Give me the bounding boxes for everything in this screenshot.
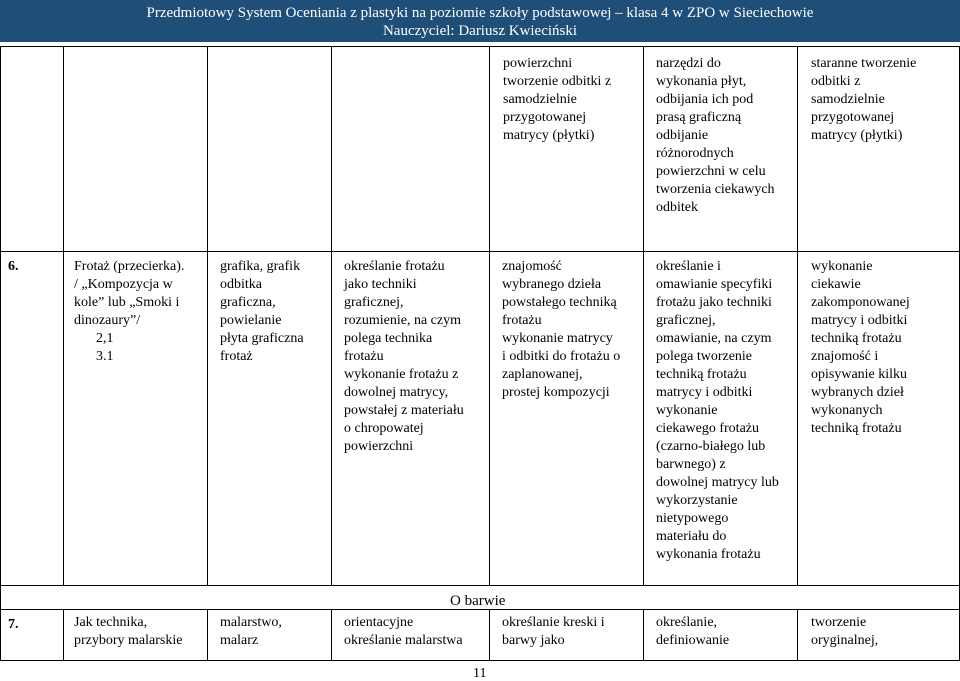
cell-line: płyta graficzna: [220, 331, 304, 346]
row6-number: 6.: [8, 259, 19, 274]
row7-col4: [502, 614, 605, 650]
cell-line: odbijanie: [656, 128, 709, 143]
cell-line: tworzenie: [811, 615, 867, 630]
grid-line-col5-b: [643, 609, 644, 660]
cell-line: kole” lub „Smoki i: [74, 295, 180, 310]
cell-line: graficznej,: [344, 295, 404, 310]
cell-line: ciekawie: [811, 277, 861, 292]
cell-line: (czarno-białego lub: [656, 439, 766, 454]
cell-line: jako techniki: [344, 277, 417, 292]
cell-line: matrycy i odbitki: [811, 313, 908, 328]
cell-line: odbijania ich pod: [656, 92, 754, 107]
cell-line: definiowanie: [656, 633, 730, 648]
row7-col5: [656, 614, 729, 650]
cell-line: 3.1: [96, 349, 114, 364]
grid-line-bottom: [0, 660, 960, 661]
cell-line: określanie kreski i: [502, 615, 605, 630]
cell-line: wykonanie frotażu z: [344, 367, 459, 382]
top-row-col5: [656, 55, 775, 217]
cell-line: wykonanie: [811, 259, 873, 274]
row6-topic: [74, 258, 184, 366]
cell-line: opisywanie kilku: [811, 367, 908, 382]
cell-line: matrycy (płytki): [503, 128, 595, 143]
cell-line: / „Kompozycja w: [74, 277, 173, 292]
cell-line: dinozaury”/: [74, 313, 141, 328]
row6-col4: [502, 258, 620, 402]
cell-line: Frotaż (przecierka).: [74, 259, 185, 274]
grid-line-col5: [643, 46, 644, 585]
cell-line: matrycy i odbitki: [656, 385, 753, 400]
cell-line: frotaż: [220, 349, 253, 364]
cell-line: polega tworzenie: [656, 349, 753, 364]
cell-line: powierzchni: [503, 56, 573, 71]
cell-line: omawianie specyfiki: [656, 277, 773, 292]
cell-line: 2,1: [96, 331, 114, 346]
cell-line: prasą graficzną: [656, 110, 742, 125]
cell-line: staranne tworzenie: [811, 56, 917, 71]
cell-line: określanie i: [656, 259, 721, 274]
cell-line: omawianie, na czym: [656, 331, 772, 346]
cell-line: powstałego techniką: [502, 295, 617, 310]
cell-line: malarstwo,: [220, 615, 282, 630]
cell-line: wykonanych: [811, 403, 883, 418]
cell-line: zaplanowanej,: [502, 367, 583, 382]
cell-line: grafika, grafik: [220, 259, 301, 274]
cell-line: samodzielnie: [503, 92, 577, 107]
cell-line: frotażu jako techniki: [656, 295, 772, 310]
cell-line: techniką frotażu: [811, 421, 902, 436]
header-teacher: Nauczyciel: Dariusz Kwieciński: [382, 23, 578, 39]
row7-col3: [344, 614, 463, 650]
cell-line: dowolnej matrycy,: [344, 385, 449, 400]
cell-line: prostej kompozycji: [502, 385, 610, 400]
grid-line-col1-b: [63, 609, 64, 660]
cell-line: zakomponowanej: [811, 295, 910, 310]
cell-line: samodzielnie: [811, 92, 885, 107]
cell-line: wykonania płyt,: [656, 74, 747, 89]
cell-line: rozumienie, na czym: [344, 313, 462, 328]
row7-terms: [220, 614, 282, 650]
cell-line: barwnego) z: [656, 457, 726, 472]
row7-col6: [811, 614, 878, 650]
grid-line-col6-b: [797, 609, 798, 660]
cell-line: polega technika: [344, 331, 433, 346]
cell-line: dowolnej matrycy lub: [656, 475, 779, 490]
cell-line: narzędzi do: [656, 56, 721, 71]
row7-topic: [74, 614, 182, 650]
cell-line: wybranego dzieła: [502, 277, 602, 292]
cell-line: powielanie: [220, 313, 282, 328]
cell-line: graficznej,: [656, 313, 716, 328]
cell-line: materiału do: [656, 529, 727, 544]
grid-line-col2: [207, 46, 208, 585]
cell-line: powierzchni: [344, 439, 414, 454]
cell-line: określanie malarstwa: [344, 633, 463, 648]
cell-line: wybranych dzieł: [811, 385, 904, 400]
cell-line: Jak technika,: [74, 615, 148, 630]
cell-line: nietypowego: [656, 511, 729, 526]
cell-line: znajomość i: [811, 349, 879, 364]
header-title: Przedmiotowy System Oceniania z plastyki na poziomie szkoły podstawowej – klasa 4 w ZPO w Sieciechowie: [146, 5, 814, 21]
grid-line-col3-b: [331, 609, 332, 660]
cell-line: wykorzystanie: [656, 493, 738, 508]
grid-line-col4: [489, 46, 490, 585]
grid-line-row6-top: [0, 251, 960, 252]
cell-line: znajomość: [502, 259, 562, 274]
cell-line: matrycy (płytki): [811, 128, 903, 143]
cell-line: graficzna,: [220, 295, 276, 310]
cell-line: i odbitki do frotażu o: [502, 349, 621, 364]
cell-line: wykonanie: [656, 403, 718, 418]
grid-line-left: [0, 46, 1, 660]
row7-number: 7.: [8, 617, 19, 632]
cell-line: techniką frotażu: [811, 331, 902, 346]
cell-line: odbitka: [220, 277, 262, 292]
cell-line: tworzenia ciekawych: [656, 182, 775, 197]
cell-line: ciekawego frotażu: [656, 421, 759, 436]
cell-line: odbitek: [656, 200, 698, 215]
cell-line: techniką frotażu: [656, 367, 747, 382]
cell-line: określanie frotażu: [344, 259, 445, 274]
grid-line-col4-b: [489, 609, 490, 660]
grid-line-col3: [331, 46, 332, 585]
cell-line: odbitki z: [811, 74, 861, 89]
cell-line: tworzenie odbitki z: [503, 74, 612, 89]
cell-line: orientacyjne: [344, 615, 414, 630]
cell-line: o chropowatej: [344, 421, 424, 436]
section-heading: O barwie: [450, 593, 506, 609]
row6-col3: [344, 258, 464, 456]
grid-line-heading-top: [0, 585, 960, 586]
cell-line: wykonania frotażu: [656, 547, 761, 562]
cell-line: malarz: [220, 633, 259, 648]
cell-line: przygotowanej: [503, 110, 587, 125]
cell-line: przybory malarskie: [74, 633, 183, 648]
cell-line: określanie,: [656, 615, 718, 630]
page-number: 11: [473, 666, 487, 681]
row6-col6: [811, 258, 910, 438]
cell-line: oryginalnej,: [811, 633, 879, 648]
top-row-col6: [811, 55, 916, 145]
grid-line-col2-b: [207, 609, 208, 660]
cell-line: wykonanie matrycy: [502, 331, 613, 346]
document-header: [0, 0, 960, 42]
cell-line: różnorodnych: [656, 146, 734, 161]
cell-line: barwy jako: [502, 633, 565, 648]
row6-terms: [220, 258, 304, 366]
grid-line-col6: [797, 46, 798, 585]
cell-line: przygotowanej: [811, 110, 895, 125]
cell-line: frotażu: [344, 349, 384, 364]
cell-line: frotażu: [502, 313, 542, 328]
cell-line: powstałej z materiału: [344, 403, 464, 418]
grid-line-top: [0, 46, 960, 47]
row6-col5: [656, 258, 779, 564]
grid-line-col1: [63, 46, 64, 585]
cell-line: powierzchni w celu: [656, 164, 766, 179]
top-row-col4: [503, 55, 611, 145]
